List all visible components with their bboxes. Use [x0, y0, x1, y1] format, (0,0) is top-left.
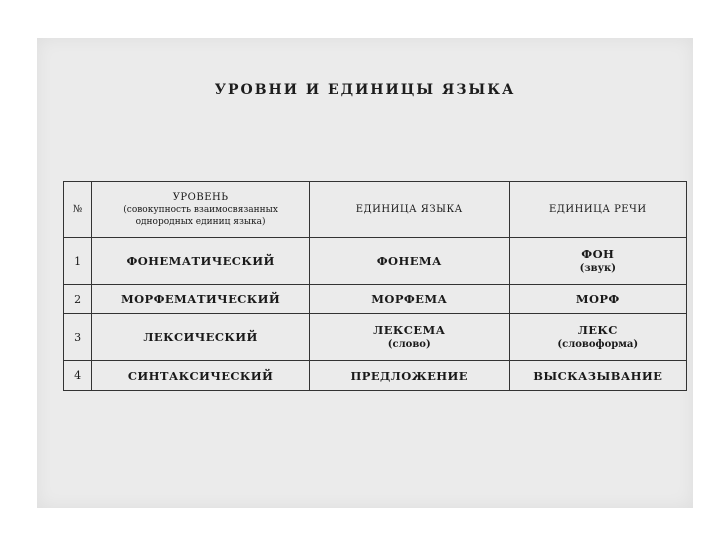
header-unit-speech: ЕДИНИЦА РЕЧИ [509, 182, 686, 238]
row-level-label: ФОНЕМАТИЧЕСКИЙ [126, 254, 275, 268]
row-unit-language [309, 314, 509, 361]
table-row [64, 285, 687, 314]
row-unit-speech [509, 314, 686, 361]
header-level-label: УРОВЕНЬ [172, 192, 229, 203]
row-unit-language [309, 285, 509, 314]
levels-table [63, 181, 687, 391]
header-level [92, 182, 310, 238]
row-unit-language-label: ФОНЕМА [376, 254, 442, 268]
row-unit-language [309, 238, 509, 285]
row-num: 3 [64, 314, 92, 361]
header-num: № [64, 182, 92, 238]
header-level-note-2: однородных единиц языка) [135, 217, 266, 227]
row-unit-speech-label: ФОН [581, 247, 615, 261]
row-level-label: СИНТАКСИЧЕСКИЙ [127, 368, 274, 383]
row-num: 2 [64, 285, 92, 314]
row-unit-speech-label: ЛЕКС [577, 323, 618, 337]
table-row [64, 314, 687, 361]
row-num: 1 [64, 238, 92, 285]
row-level [92, 285, 310, 314]
row-level [92, 314, 310, 361]
header-unit-language: ЕДИНИЦА ЯЗЫКА [309, 182, 509, 238]
header-level-note-1: (совокупность взаимосвязанных [123, 205, 278, 215]
row-unit-language-label: МОРФЕМА [371, 292, 448, 306]
row-unit-speech-label: ВЫСКАЗЫВАНИЕ [533, 368, 663, 383]
row-unit-language-label: ЛЕКСЕМА [373, 323, 446, 337]
row-unit-speech-note: (звук) [579, 263, 616, 274]
scanned-page [37, 38, 693, 508]
table-header-row [64, 182, 687, 238]
row-unit-speech [509, 361, 686, 391]
row-unit-language-note: (слово) [387, 339, 431, 350]
row-unit-speech-label: МОРФ [575, 292, 620, 306]
row-unit-speech [509, 285, 686, 314]
row-unit-speech-note: (словоформа) [557, 339, 639, 350]
row-level-label: МОРФЕМАТИЧЕСКИЙ [120, 292, 281, 306]
table-row [64, 361, 687, 391]
row-level [92, 238, 310, 285]
page-title: УРОВНИ И ЕДИНИЦЫ ЯЗЫКА [214, 82, 516, 98]
row-num: 4 [64, 361, 92, 391]
row-level-label: ЛЕКСИЧЕСКИЙ [143, 330, 258, 344]
row-level [92, 361, 310, 391]
table-row [64, 238, 687, 285]
row-unit-language-label: ПРЕДЛОЖЕНИЕ [350, 368, 468, 383]
row-unit-speech [509, 238, 686, 285]
row-unit-language [309, 361, 509, 391]
